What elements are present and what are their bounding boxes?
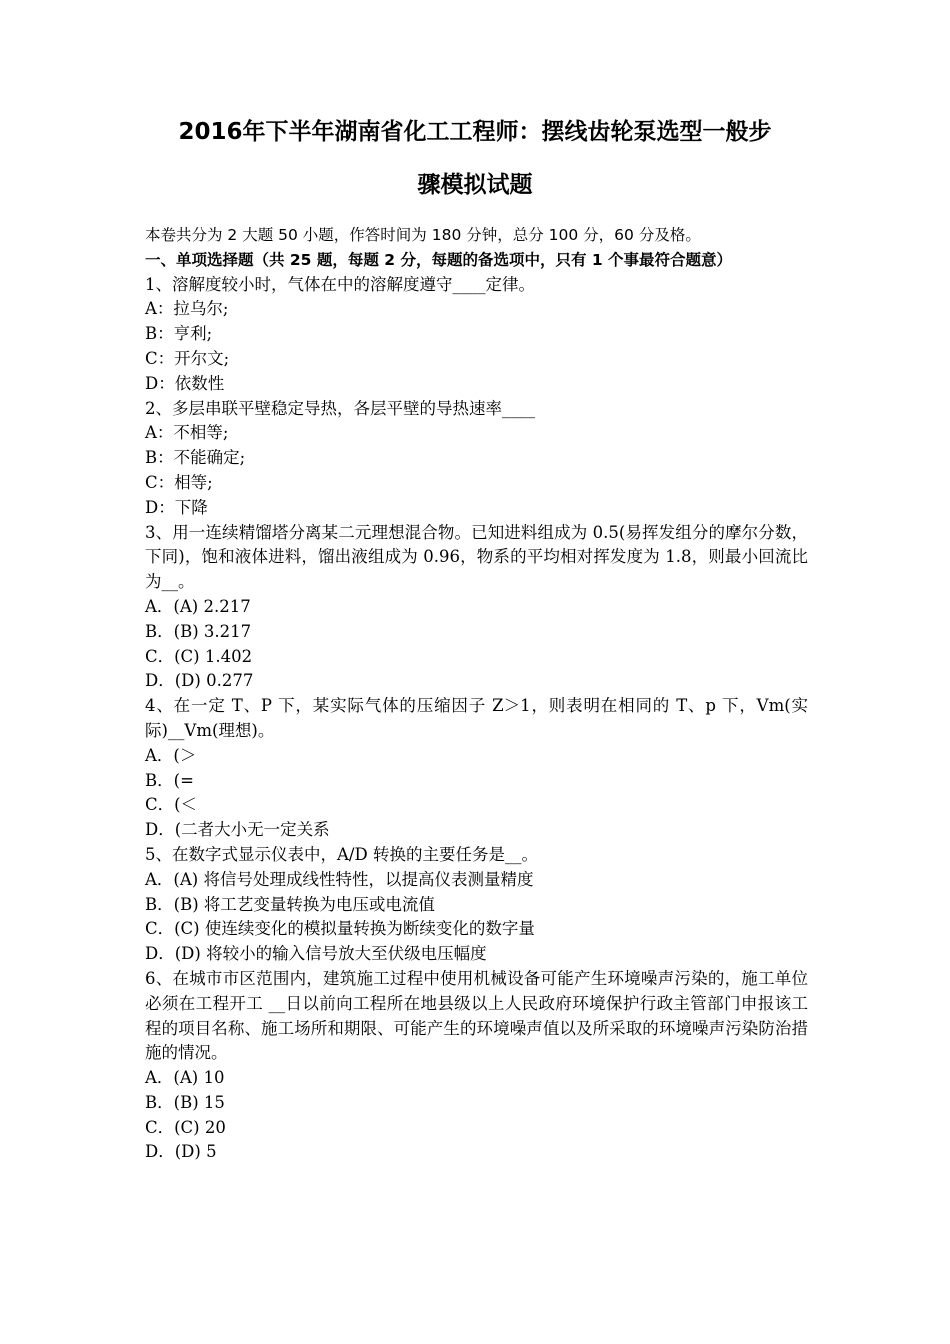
option-d: D：依数性	[145, 373, 225, 393]
document-title-line-2: 骤模拟试题	[417, 172, 533, 198]
question-6	[145, 967, 808, 1165]
option-a: A．(A) 10	[145, 1068, 225, 1088]
question-stem: 2、多层串联平壁稳定导热，各层平壁的导热速率____	[145, 398, 535, 418]
section-heading: 一、单项选择题（共 25 题，每题 2 分，每题的备选项中，只有 1 个事最符合题意）	[145, 250, 733, 269]
option-b: B．(B) 将工艺变量转换为电压或电流值	[145, 894, 435, 914]
option-a: A：拉乌尔;	[145, 299, 229, 319]
document-body	[145, 223, 808, 1165]
option-b: B．(B) 3.217	[145, 621, 252, 641]
option-a: A．(A) 将信号处理成线性特性，以提高仪表测量精度	[145, 869, 534, 889]
option-d: D．(D) 将较小的输入信号放大至伏级电压幅度	[145, 944, 487, 964]
option-d: D．(D) 0.277	[145, 671, 254, 691]
document-title-line-1: 2016年下半年湖南省化工工程师：摆线齿轮泵选型一般步	[178, 119, 772, 145]
option-d: D．(二者大小无一定关系	[145, 820, 330, 840]
option-a: A．(A) 2.217	[145, 596, 251, 616]
exam-intro: 本卷共分为 2 大题 50 小题，作答时间为 180 分钟，总分 100 分，60 分及格。	[145, 226, 701, 244]
question-2	[145, 397, 808, 521]
option-a: A．(＞	[145, 745, 197, 765]
question-stem: 3、用一连续精馏塔分离某二元理想混合物。已知进料组成为 0.5(易挥发组分的摩尔分数，下同)，饱和液体进料，馏出液组成为 0.96，物系的平均相对挥发度为 1.8，则最小回流比为__。	[145, 522, 808, 592]
option-d: D：下降	[145, 497, 208, 517]
question-3	[145, 521, 808, 695]
question-stem: 1、溶解度较小时，气体在中的溶解度遵守____定律。	[145, 274, 535, 294]
option-b: B．(B) 15	[145, 1092, 225, 1112]
option-c: C．(C) 20	[145, 1117, 226, 1137]
option-d: D．(D) 5	[145, 1142, 217, 1162]
option-b: B：亨利;	[145, 324, 213, 344]
option-b: B：不能确定;	[145, 448, 246, 468]
question-stem: 6、在城市市区范围内，建筑施工过程中使用机械设备可能产生环境噪声污染的，施工单位必须在工程开工 __日以前向工程所在地县级以上人民政府环境保护行政主管部门申报该工程的项目名称、施工场所和期限、可能产生的环境噪声值以及所采取的环境噪声污染防治措施的情况。	[145, 968, 808, 1063]
question-1	[145, 273, 808, 397]
option-b: B．(=	[145, 770, 194, 790]
question-5	[145, 843, 808, 967]
option-c: C．(C) 1.402	[145, 646, 253, 666]
option-c: C：开尔文;	[145, 348, 230, 368]
question-4	[145, 694, 808, 843]
option-c: C：相等;	[145, 472, 213, 492]
option-a: A：不相等;	[145, 423, 229, 443]
question-stem: 4、在一定 T、P 下，某实际气体的压缩因子 Z＞1，则表明在相同的 T、p 下，Vm(实际)__Vm(理想)。	[145, 696, 808, 740]
question-stem: 5、在数字式显示仪表中，A/D 转换的主要任务是__。	[145, 844, 538, 864]
option-c: C．(＜	[145, 795, 198, 815]
option-c: C．(C) 使连续变化的模拟量转换为断续变化的数字量	[145, 919, 535, 939]
